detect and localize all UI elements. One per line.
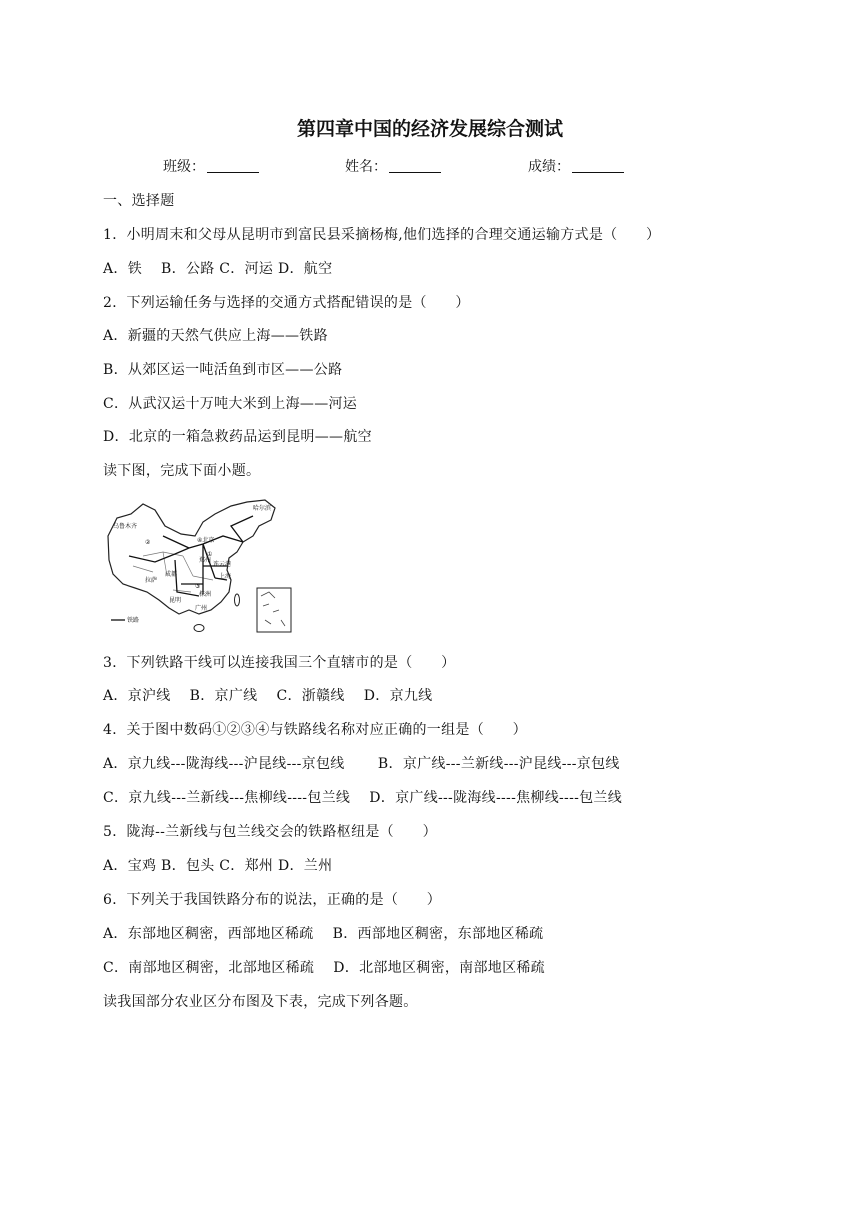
score-blank bbox=[572, 158, 624, 173]
map-label-lhasa: 拉萨 bbox=[145, 577, 158, 584]
hainan-island bbox=[194, 625, 204, 632]
taiwan-island bbox=[235, 594, 240, 606]
question-2-option-c: C．从武汉运十万吨大米到上海——河运 bbox=[103, 396, 358, 412]
class-blank bbox=[207, 158, 259, 173]
question-4-options-cd: C．京九线---兰新线---焦柳线----包兰线 D．京广线---陇海线----焦柳线----包兰线 bbox=[103, 790, 623, 806]
class-field bbox=[163, 156, 259, 176]
question-1-stem: 1．小明周末和父母从昆明市到富民县采摘杨梅,他们选择的合理交通运输方式是（ ） bbox=[103, 227, 661, 243]
map-label-guangzhou: 广州 bbox=[195, 605, 208, 612]
score-label: 成绩： bbox=[528, 159, 570, 175]
question-4-options-ab: A．京九线---陇海线---沪昆线---京包线 B．京广线---兰新线---沪昆线---京包线 bbox=[103, 756, 620, 772]
map-label-1: ① bbox=[207, 551, 213, 558]
china-railway-map bbox=[103, 496, 295, 635]
page-title: 第四章中国的经济发展综合测试 bbox=[296, 118, 563, 140]
question-6-options-ab: A．东部地区稠密，西部地区稀疏 B．西部地区稠密，东部地区稀疏 bbox=[103, 926, 544, 942]
question-4-stem: 4．关于图中数码①②③④与铁路线名称对应正确的一组是（ ） bbox=[103, 722, 527, 738]
question-5-options: A．宝鸡 B．包头 C．郑州 D．兰州 bbox=[103, 858, 333, 874]
score-field bbox=[528, 156, 624, 176]
name-label: 姓名： bbox=[345, 159, 387, 175]
question-5-stem: 5．陇海--兰新线与包兰线交会的铁路枢纽是（ ） bbox=[103, 824, 437, 840]
name-blank bbox=[389, 158, 441, 173]
map-label-shanghai: 上海 bbox=[219, 573, 232, 580]
map-label-lianyungang: 连云港 bbox=[213, 561, 232, 568]
question-1-options: A．铁 B．公路 C．河运 D．航空 bbox=[103, 261, 333, 277]
map-label-zhuzhou: 株洲 bbox=[199, 591, 212, 598]
legend-railway-label: 铁路 bbox=[127, 617, 140, 624]
south-sea-inset bbox=[257, 588, 291, 632]
question-2-stem: 2．下列运输任务与选择的交通方式搭配错误的是（ ） bbox=[103, 295, 470, 311]
question-2-option-b: B．从郊区运一吨活鱼到市区——公路 bbox=[103, 362, 343, 378]
question-6-stem: 6．下列关于我国铁路分布的说法，正确的是（ ） bbox=[103, 892, 442, 908]
class-label: 班级： bbox=[163, 159, 205, 175]
map-label-chengdu: 成都 bbox=[165, 571, 178, 578]
map-label-kunming: 昆明 bbox=[169, 597, 182, 604]
railway-lines bbox=[129, 516, 253, 596]
read-table-instruction: 读我国部分农业区分布图及下表，完成下列各题。 bbox=[103, 994, 418, 1010]
map-label-urumqi: 乌鲁木齐 bbox=[113, 523, 138, 530]
map-label-zhengzhou: 郑州 bbox=[199, 557, 212, 564]
question-2-option-d: D．北京的一箱急救药品运到昆明——航空 bbox=[103, 429, 372, 445]
map-label-2: ② bbox=[145, 539, 151, 546]
question-2-option-a: A．新疆的天然气供应上海——铁路 bbox=[103, 328, 328, 344]
map-label-beijing: ④北京 bbox=[197, 537, 215, 544]
map-label-3: ③ bbox=[195, 583, 201, 590]
read-map-instruction: 读下图，完成下面小题。 bbox=[103, 463, 261, 479]
name-field bbox=[345, 156, 441, 176]
question-6-options-cd: C．南部地区稠密，北部地区稀疏 D．北部地区稠密，南部地区稀疏 bbox=[103, 960, 545, 976]
section-heading: 一、选择题 bbox=[103, 193, 175, 209]
question-3-options: A．京沪线 B．京广线 C．浙赣线 D．京九线 bbox=[103, 688, 433, 704]
map-label-harbin: 哈尔滨 bbox=[253, 505, 272, 512]
question-3-stem: 3．下列铁路干线可以连接我国三个直辖市的是（ ） bbox=[103, 655, 456, 671]
